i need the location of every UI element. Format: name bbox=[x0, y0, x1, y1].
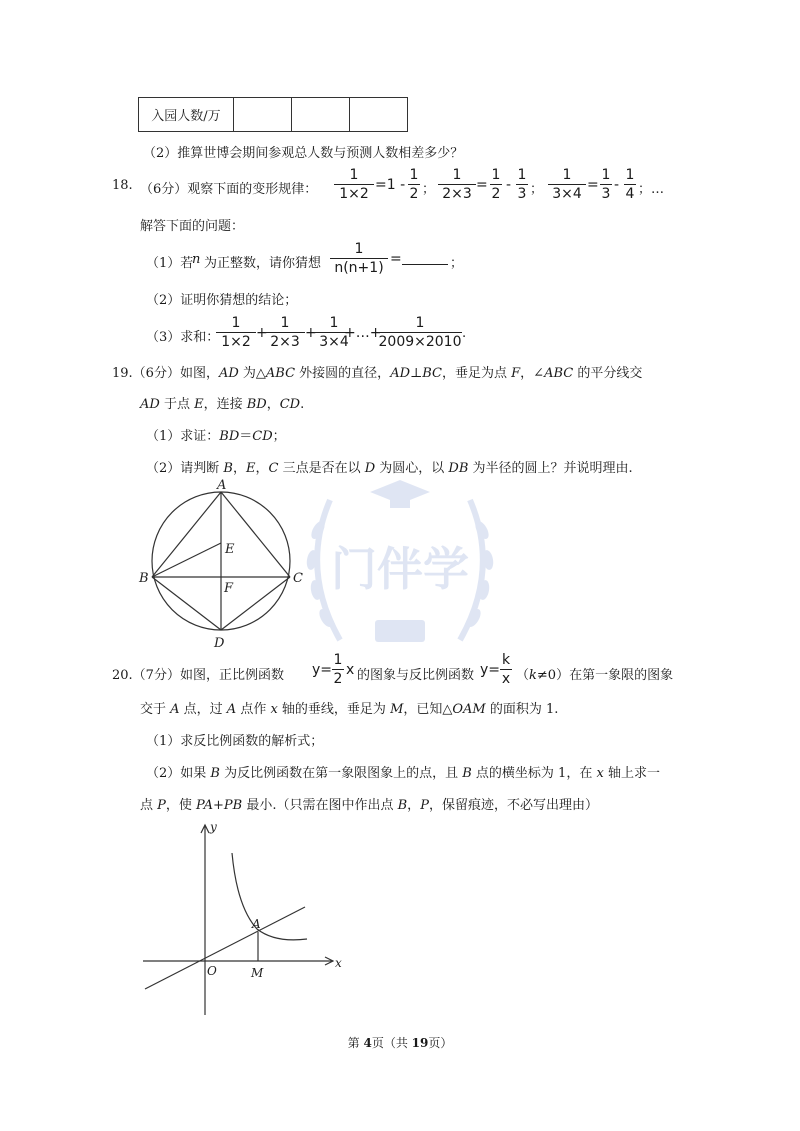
answer-blank bbox=[402, 264, 448, 265]
fraction: 1 2×3 bbox=[265, 315, 305, 350]
fraction: 1 3 bbox=[601, 167, 611, 202]
label-O: O bbox=[207, 964, 217, 978]
variable-n: n bbox=[192, 252, 201, 267]
separator-text: ； bbox=[530, 182, 544, 197]
period-text: . bbox=[462, 326, 467, 341]
table-cell bbox=[292, 98, 350, 132]
table-cell bbox=[350, 98, 408, 132]
minus-text: - bbox=[506, 177, 512, 193]
minus-text: - bbox=[614, 177, 620, 193]
fraction: 1 3×4 bbox=[314, 315, 354, 350]
fraction: 1 1×2 bbox=[216, 315, 256, 350]
label-F: F bbox=[224, 581, 234, 596]
table-header-cell: 入园人数/万 bbox=[139, 98, 234, 132]
segment-BE bbox=[152, 543, 221, 577]
q19-line1: 19.（6分）如图，AD 为△ABC 外接圆的直径，AD⊥BC，垂足为点 F，∠ABC 的平分线交 bbox=[112, 366, 643, 381]
table-cell bbox=[234, 98, 292, 132]
plus-text: + bbox=[256, 325, 268, 341]
label-x: x bbox=[335, 956, 342, 970]
q18-number: 18. bbox=[112, 178, 133, 193]
var-x: x bbox=[346, 662, 355, 678]
equals-text: = bbox=[390, 251, 402, 267]
eq-y: y= bbox=[480, 662, 501, 678]
q19-line2: AD 于点 E，连接 BD，CD. bbox=[140, 397, 305, 412]
q20-line2: 交于 A 点，过 A 点作 x 轴的垂线，垂足为 M，已知△OAM 的面积为 1. bbox=[140, 702, 559, 717]
circle-figure bbox=[130, 475, 320, 650]
page-footer: 第 4页（共 19页） bbox=[347, 1036, 453, 1050]
q20-mid: 的图象与反比例函数 bbox=[357, 668, 475, 683]
label-M: M bbox=[251, 966, 264, 980]
fraction: 1 2009×2010 bbox=[378, 315, 462, 350]
q18-part1-label: （1）若 bbox=[146, 256, 194, 271]
table-row bbox=[139, 98, 408, 132]
separator-text: ； bbox=[422, 182, 436, 197]
segment-BD bbox=[152, 577, 221, 630]
q18-stem: （6分）观察下面的变形规律： bbox=[140, 182, 318, 197]
fraction: 1 1×2 bbox=[334, 167, 374, 202]
equals-text: = bbox=[476, 177, 488, 193]
q20-part2-line1: （2）如果 B 为反比例函数在第一象限图象上的点，且 B 点的横坐标为 1，在 x 轴上求一 bbox=[146, 766, 660, 781]
equals-text: = bbox=[587, 177, 599, 193]
q18-intro: 解答下面的问题： bbox=[140, 219, 245, 234]
q20-lead: 20.（7分）如图，正比例函数 bbox=[112, 668, 284, 683]
fraction: k x bbox=[501, 652, 511, 687]
label-B: B bbox=[139, 571, 149, 586]
label-y: y bbox=[210, 820, 217, 834]
coordinate-figure bbox=[135, 815, 350, 1020]
line-y-half-x bbox=[145, 907, 305, 989]
q18-part1-text: 为正整数，请你猜想 bbox=[204, 256, 322, 271]
q18-part2: （2）证明你猜想的结论； bbox=[146, 293, 298, 308]
segment-AC bbox=[221, 492, 290, 577]
ellipsis-text: ；… bbox=[638, 182, 665, 197]
q19-part1: （1）求证：BD＝CD； bbox=[146, 429, 286, 444]
q18-part3-label: （3）求和： bbox=[146, 330, 220, 345]
q17-part2: （2）推算世博会期间参观总人数与预测人数相差多少？ bbox=[143, 146, 464, 161]
watermark-text: 门伴学 bbox=[331, 542, 469, 596]
fraction: 1 4 bbox=[625, 167, 635, 202]
q20-part1: （1）求反比例函数的解析式； bbox=[146, 734, 324, 749]
hyperbola-curve bbox=[232, 853, 307, 940]
fraction: 1 2 bbox=[409, 167, 419, 202]
plus-text: + bbox=[305, 325, 317, 341]
q20-condition: （k≠0）在第一象限的图象 bbox=[516, 668, 674, 683]
label-A: A bbox=[252, 917, 261, 931]
label-D: D bbox=[214, 636, 225, 650]
fraction: 1 2×3 bbox=[438, 167, 476, 202]
fraction: 1 3 bbox=[517, 167, 527, 202]
q20-part2-line2: 点 P，使 PA+PB 最小.（只需在图中作出点 B，P，保留痕迹，不必写出理由） bbox=[140, 798, 598, 813]
fraction: 1 n(n+1) bbox=[330, 241, 388, 276]
label-A: A bbox=[217, 478, 227, 493]
fraction: 1 2 bbox=[333, 652, 343, 687]
attendance-table bbox=[138, 97, 408, 132]
eq-y: y= bbox=[312, 662, 333, 678]
equals-text: =1 - bbox=[375, 177, 406, 193]
label-E: E bbox=[225, 542, 235, 557]
label-C: C bbox=[293, 571, 303, 586]
segment-AB bbox=[152, 492, 221, 577]
q19-part2: （2）请判断 B，E，C 三点是否在以 D 为圆心，以 DB 为半径的圆上？并说明理由. bbox=[146, 461, 633, 476]
separator-text: ； bbox=[450, 256, 464, 271]
fraction: 1 3×4 bbox=[548, 167, 586, 202]
ellipsis-text: +…+ bbox=[344, 325, 382, 341]
watermark-logo bbox=[290, 440, 510, 690]
fraction: 1 2 bbox=[491, 167, 501, 202]
